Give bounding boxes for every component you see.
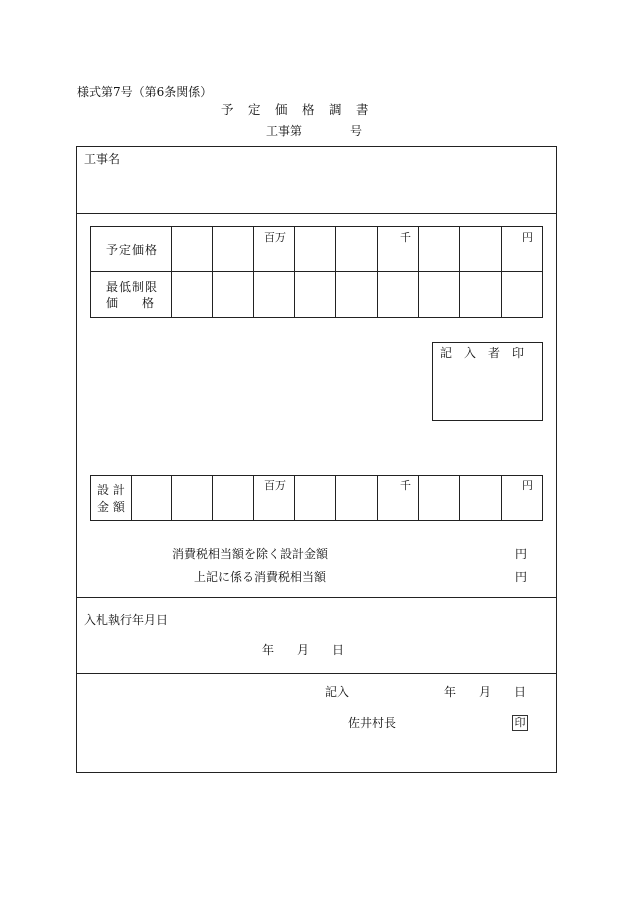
seal-mark: 印 (512, 715, 528, 731)
consumption-tax-field[interactable] (340, 568, 510, 584)
consumption-tax-label: 上記に係る消費税相当額 (194, 570, 327, 584)
page-title: 予 定 価 格 調 書 (221, 102, 370, 117)
divider-bid-date (76, 673, 557, 674)
bid-date-year: 年 (262, 643, 275, 657)
bid-date-label: 入札執行年月日 (84, 613, 169, 627)
min-limit-price-field[interactable] (172, 273, 542, 316)
estimated-price-label: 予定価格 (106, 243, 159, 257)
design-amount-field[interactable] (132, 476, 542, 520)
work-name-label: 工事名 (84, 152, 121, 166)
entry-day: 日 (514, 685, 527, 699)
excl-tax-design-field[interactable] (340, 545, 510, 561)
entry-month: 月 (479, 685, 492, 699)
consumption-tax-unit: 円 (515, 570, 528, 584)
design-unit-yen: 円 (522, 479, 533, 492)
entry-label: 記入 (325, 685, 350, 699)
design-amount-label-line1: 設 計 (97, 483, 125, 497)
price-table-row-divider (90, 271, 543, 272)
unit-yen: 円 (522, 231, 533, 244)
signer-title: 佐井村長 (348, 716, 397, 730)
min-limit-label-line2: 価 格 (106, 296, 155, 310)
design-amount-label-line2: 金 額 (97, 500, 125, 514)
work-number-suffix: 号 (350, 124, 363, 138)
form-number: 様式第7号（第6条関係） (77, 85, 213, 99)
work-number-prefix: 工事第 (266, 124, 303, 138)
excl-tax-design-label: 消費税相当額を除く設計金額 (172, 547, 329, 561)
unit-million: 百万 (264, 231, 286, 244)
entry-year: 年 (444, 685, 457, 699)
design-unit-million: 百万 (264, 479, 286, 492)
entry-date-field[interactable] (360, 683, 520, 701)
work-name-field[interactable] (140, 160, 540, 204)
excl-tax-design-unit: 円 (515, 547, 528, 561)
price-table (90, 226, 543, 318)
bid-date-day: 日 (332, 643, 345, 657)
design-amount-table (90, 475, 543, 521)
recorder-seal-label: 記 入 者 印 (440, 346, 525, 360)
bid-date-field[interactable] (220, 640, 350, 658)
unit-thousand: 千 (400, 231, 411, 244)
estimated-price-field[interactable] (172, 227, 542, 270)
min-limit-label-line1: 最低制限 (106, 280, 159, 294)
divider-prices (76, 597, 557, 598)
bid-date-month: 月 (297, 643, 310, 657)
divider-work-name (76, 213, 557, 214)
design-unit-thousand: 千 (400, 479, 411, 492)
